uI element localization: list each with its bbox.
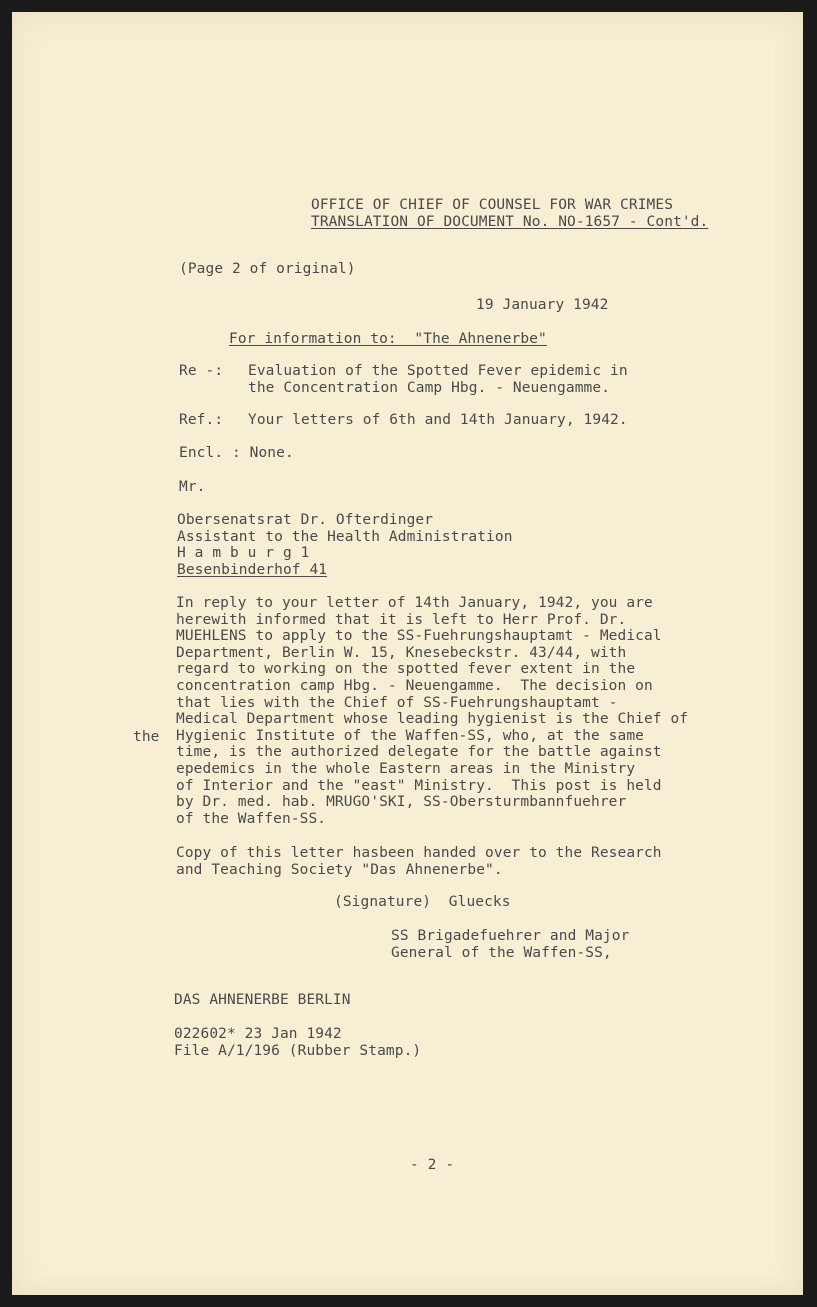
page-note: (Page 2 of original) xyxy=(179,261,356,277)
address-line: Besenbinderhof 41 xyxy=(177,561,328,578)
body-line: MUEHLENS to apply to the SS-Fuehrungshauptamt - Medical xyxy=(176,628,662,645)
for-information-line: For information to: "The Ahnenerbe" xyxy=(229,331,547,347)
stamp-line-2: 022602* 23 Jan 1942 xyxy=(174,1026,342,1042)
body-line: concentration camp Hbg. - Neuengamme. The decision on xyxy=(176,677,653,694)
header-office-line: OFFICE OF CHIEF OF COUNSEL FOR WAR CRIMES xyxy=(311,197,674,213)
margin-insert-text: the xyxy=(133,729,160,745)
signer-title xyxy=(391,928,629,961)
stamp-line-3: File A/1/196 (Rubber Stamp.) xyxy=(174,1043,422,1059)
re-label: Re -: xyxy=(179,363,224,379)
body-line: by Dr. med. hab. MRUGO'SKI, SS-Obersturmbannfuehrer xyxy=(176,794,627,811)
address-line: H a m b u r g 1 xyxy=(177,545,310,562)
signature-line: (Signature) Gluecks xyxy=(334,894,511,910)
signer-title-line: General of the Waffen-SS, xyxy=(391,944,612,961)
body-paragraph xyxy=(176,595,688,827)
body-line: time, is the authorized delegate for the battle against xyxy=(176,744,662,761)
stamp-line-1: DAS AHNENERBE BERLIN xyxy=(174,992,351,1008)
body-line: that lies with the Chief of SS-Fuehrungshauptamt - xyxy=(176,694,618,711)
header-translation-line: TRANSLATION OF DOCUMENT No. NO-1657 - Cont'd. xyxy=(311,214,709,230)
body-line: epedemics in the whole Eastern areas in the Ministry xyxy=(176,760,636,777)
body-line: regard to working on the spotted fever extent in the xyxy=(176,661,636,678)
ref-label: Ref.: xyxy=(179,412,224,428)
body-line: Department, Berlin W. 15, Knesebeckstr. 43/44, with xyxy=(176,644,627,661)
body-line: herewith informed that it is left to Herr Prof. Dr. xyxy=(176,611,627,628)
letter-date: 19 January 1942 xyxy=(476,297,609,313)
body-line: Medical Department whose leading hygienist is the Chief of xyxy=(176,711,689,728)
signer-title-line: SS Brigadefuehrer and Major xyxy=(391,928,630,944)
copy-paragraph xyxy=(176,845,662,878)
recipient-address xyxy=(177,512,513,578)
ref-text: Your letters of 6th and 14th January, 1942. xyxy=(248,412,628,428)
enclosure-line: Encl. : None. xyxy=(179,445,294,461)
copy-line: Copy of this letter hasbeen handed over to the Research xyxy=(176,845,662,861)
body-line: of the Waffen-SS. xyxy=(176,810,327,827)
copy-line: and Teaching Society "Das Ahnenerbe". xyxy=(176,861,503,878)
re-line-1: Evaluation of the Spotted Fever epidemic in xyxy=(248,363,628,379)
address-line: Assistant to the Health Administration xyxy=(177,528,513,545)
salutation: Mr. xyxy=(179,479,206,495)
body-line: Hygienic Institute of the Waffen-SS, who, at the same xyxy=(176,727,644,744)
page-number: - 2 - xyxy=(410,1157,455,1173)
body-line: of Interior and the "east" Ministry. This post is held xyxy=(176,777,662,794)
body-line: In reply to your letter of 14th January, 1942, you are xyxy=(176,595,653,611)
re-line-2: the Concentration Camp Hbg. - Neuengamme. xyxy=(248,380,611,396)
address-line: Obersenatsrat Dr. Ofterdinger xyxy=(177,512,434,528)
